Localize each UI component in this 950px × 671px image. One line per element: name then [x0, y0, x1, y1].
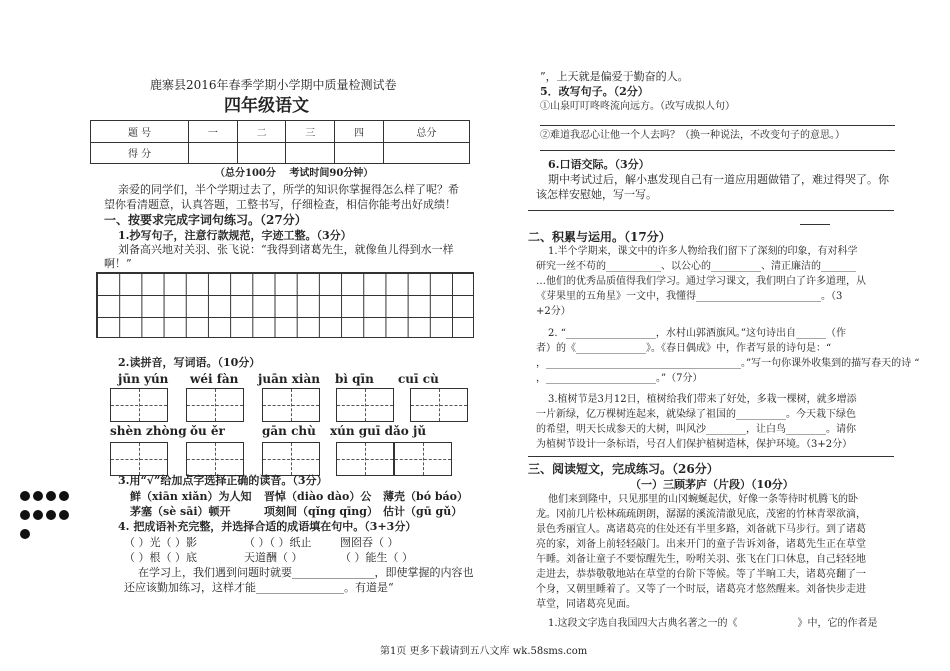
section2-title: 二、积累与运用。（17分） — [528, 230, 671, 244]
q4-paragraph: 在学习上，我们遇到问题时就要_______________，即使掌握的内容也 — [138, 566, 474, 579]
reading-question: 1.这段文字选自我国四大古典名著之一的《 》中，它的作者是 — [548, 618, 878, 629]
score-cell: 三 — [286, 121, 335, 143]
section2-text: 《芽果里的五角星》一文中，我懂得_________________________。（3 — [536, 291, 843, 302]
answer-line[interactable] — [540, 125, 895, 126]
q1-sentence: 啊！” — [104, 257, 132, 270]
answer-box[interactable] — [394, 442, 452, 476]
score-cell: 总分 — [383, 121, 469, 143]
reading-text: 个身，又朝里睡着了。又等了一个时辰，诸葛亮才悠然醒来。刘备快步走进 — [536, 584, 866, 595]
binding-dots-icon — [20, 490, 72, 547]
answer-box[interactable] — [262, 442, 320, 476]
section2-text: ，_______________________________________。”写一句你课外收集到的描写春天的诗 “ — [536, 358, 920, 369]
section-divider — [528, 456, 894, 457]
score-input-cell[interactable] — [237, 142, 286, 164]
idiom-item: 囫囵吞（ ） — [340, 536, 399, 549]
q6-text: 期中考试过后，解小惠发现自己有一道应用题做错了，难过得哭了。你 — [548, 173, 889, 186]
reading-text: 草堂，同诸葛亮见面。 — [536, 599, 636, 610]
answer-box[interactable] — [186, 388, 244, 422]
score-table-header-row — [91, 121, 470, 143]
answer-line[interactable] — [800, 224, 830, 225]
idiom-item: （ ）光（ ）影 — [124, 536, 197, 549]
answer-box[interactable] — [110, 388, 168, 422]
section3-title: 三、阅读短文，完成练习。（26分） — [528, 462, 719, 476]
section2-text: 为植树节设计一条标语，号召人们保护植树造林，保护环境。（3+2分） — [536, 439, 853, 450]
q3-item: 茅塞（sè sāi）顿开 — [130, 505, 231, 518]
score-cell: 一 — [189, 121, 238, 143]
answer-box[interactable] — [336, 388, 394, 422]
q3-item: 鲜（xiān xiǎn）为人知 — [130, 490, 252, 503]
q2-title: 2.读拼音，写词语。（10分） — [118, 356, 261, 369]
exam-info: （总分100分 考试时间90分钟） — [215, 168, 374, 179]
pinyin: wéi fàn — [190, 372, 239, 386]
answer-box[interactable] — [336, 442, 394, 476]
q1-title: 1.抄写句子，注意行款规范，字迹工整。（3分） — [118, 229, 352, 242]
idiom-item: （ ）能生（ ） — [340, 551, 413, 564]
answer-box[interactable] — [110, 442, 168, 476]
pinyin: juān xiàn — [258, 372, 320, 386]
exam-school-title: 鹿寨县2016年春季学期小学期中质量检测试卷 — [150, 78, 397, 92]
section2-text: 一片新绿，亿万棵树连起来，就染绿了祖国的__________。今天栽下绿色 — [536, 409, 856, 420]
section2-text: 2. “__________________，水村山郭酒旗风。”这句诗出自______（作 — [548, 328, 846, 339]
pinyin: xún guī dǎo jǔ — [330, 424, 427, 438]
pinyin: ǒu ěr — [190, 424, 225, 438]
score-table-score-row — [91, 142, 470, 164]
q3-item: 项刻间（qǐng qīng） — [264, 505, 378, 518]
section2-text: …他们的优秀品质值得我们学习。通过学习课文，我们明白了许多道理，从 — [536, 276, 866, 287]
idiom-item: 天道酬（ ） — [244, 551, 303, 564]
section2-text: 3.植树节是3月12日，植树给我们带来了好处，多栽一棵树，就多增添 — [548, 394, 857, 405]
q6-title: 6.口语交际。（3分） — [548, 158, 650, 171]
score-input-cell[interactable] — [189, 142, 238, 164]
answer-box[interactable] — [410, 388, 468, 422]
page-footer: 第1页 更多下载请到五八文库 wk.58sms.com — [380, 646, 588, 657]
score-cell: 题 号 — [91, 121, 189, 143]
q6-text: 该怎样安慰她，写一写。 — [536, 188, 657, 201]
q4-paragraph: 还应该勤加练习，这样才能________________。有道是“ — [124, 581, 394, 594]
idiom-item: （ ）根（ ）底 — [124, 551, 197, 564]
answer-line[interactable] — [540, 150, 895, 151]
writing-grid[interactable] — [96, 272, 474, 338]
score-cell: 四 — [335, 121, 384, 143]
section1-title: 一、按要求完成字词句练习。（27分） — [104, 213, 307, 227]
section2-text: 1.半个学期来，课文中的许多人物给我们留下了深刻的印象，有对科学 — [548, 246, 858, 257]
reading-text: 龙。冈前几片松林疏疏朗朗，潺潺的溪流清澈见底，茂密的竹林青翠欲滴， — [536, 509, 866, 520]
q3-item: 估计（gū gǔ） — [383, 505, 463, 518]
section2-text: 研究一丝不苟的___________、以公心的__________、清正廉洁的_______ — [536, 261, 856, 272]
reading-text: 亮的家，刘备上前轻轻敲门。出来开门的童子告诉刘备，诸葛先生正在草堂 — [536, 539, 866, 550]
reading-text: 景色秀丽宜人。离诸葛亮的住处还有半里多路，刘备就下马步行。到了诸葛 — [536, 524, 866, 535]
q3-title: 3.用“√”给加点字选择正确的读音。（3分） — [118, 474, 328, 487]
q3-item: 晋悼（diào dào）公 — [264, 490, 372, 503]
section2-text: 者）的《______________》。《春日偶成》中，作者写景的诗句是：“ — [536, 343, 832, 354]
answer-box[interactable] — [262, 388, 320, 422]
pinyin: shèn zhòng — [110, 424, 187, 438]
q1-sentence: 刘备高兴地对关羽、张飞说：“我得到诸葛先生，就像鱼儿得到水一样 — [118, 243, 454, 256]
pinyin: gān chù — [262, 424, 316, 438]
score-input-cell[interactable] — [335, 142, 384, 164]
q3-item: 薄壳（bó báo） — [383, 490, 469, 503]
q4-title: 4. 把成语补充完整，并选择合适的成语填在句中。（3+3分） — [118, 520, 417, 533]
exam-subject-title: 四年级语文 — [224, 96, 309, 116]
section2-text: +2分） — [536, 306, 571, 317]
reading-text: 走进去，恭恭敬敬地站在草堂的台阶下等候。等了半晌工夫，诸葛亮翻了一 — [536, 569, 866, 580]
pinyin: bì qīn — [335, 372, 374, 386]
q5-item: ①山泉叮叮咚咚流向远方。（改写成拟人句） — [540, 101, 735, 112]
reading-text: 他们来到隆中，只见那里的山冈蜿蜒起伏，好像一条等待时机腾飞的卧 — [548, 494, 858, 505]
answer-line[interactable] — [528, 210, 894, 211]
section2-text: 的希望，明天长成参天的大树，叫风沙________，让白鸟________。请你 — [536, 424, 856, 435]
answer-box[interactable] — [186, 442, 244, 476]
reading-text: 午睡。刘备让童子不要惊醒先生，吩咐关羽、张飞在门口休息，自己轻轻地 — [536, 554, 866, 565]
score-input-cell[interactable] — [383, 142, 469, 164]
pinyin: jūn yún — [118, 372, 169, 386]
score-table — [90, 120, 470, 164]
score-cell: 得 分 — [91, 142, 189, 164]
q5-title: 5．改写句子。（2分） — [540, 85, 649, 98]
reading-subtitle: （一）三顾茅庐（片段）（10分） — [630, 478, 794, 491]
intro-line: 望你看清题意，认真答题，工整书写，仔细检查，相信你能考出好成绩！ — [104, 198, 456, 211]
pinyin: cuī cù — [398, 372, 439, 386]
score-input-cell[interactable] — [286, 142, 335, 164]
q5-item: ②难道我忍心让他一个人去吗？（换一种说法，不改变句子的意思。） — [540, 130, 845, 141]
continuation-text: ”，上天就是偏爱于勤奋的人。 — [540, 70, 689, 83]
score-cell: 二 — [237, 121, 286, 143]
section2-text: ，______________________。”（7分） — [536, 373, 703, 384]
idiom-item: （ ）（ ）纸止 — [244, 536, 312, 549]
intro-line: 亲爱的同学们，半个学期过去了，所学的知识你掌握得怎么样了呢？希 — [118, 183, 459, 196]
